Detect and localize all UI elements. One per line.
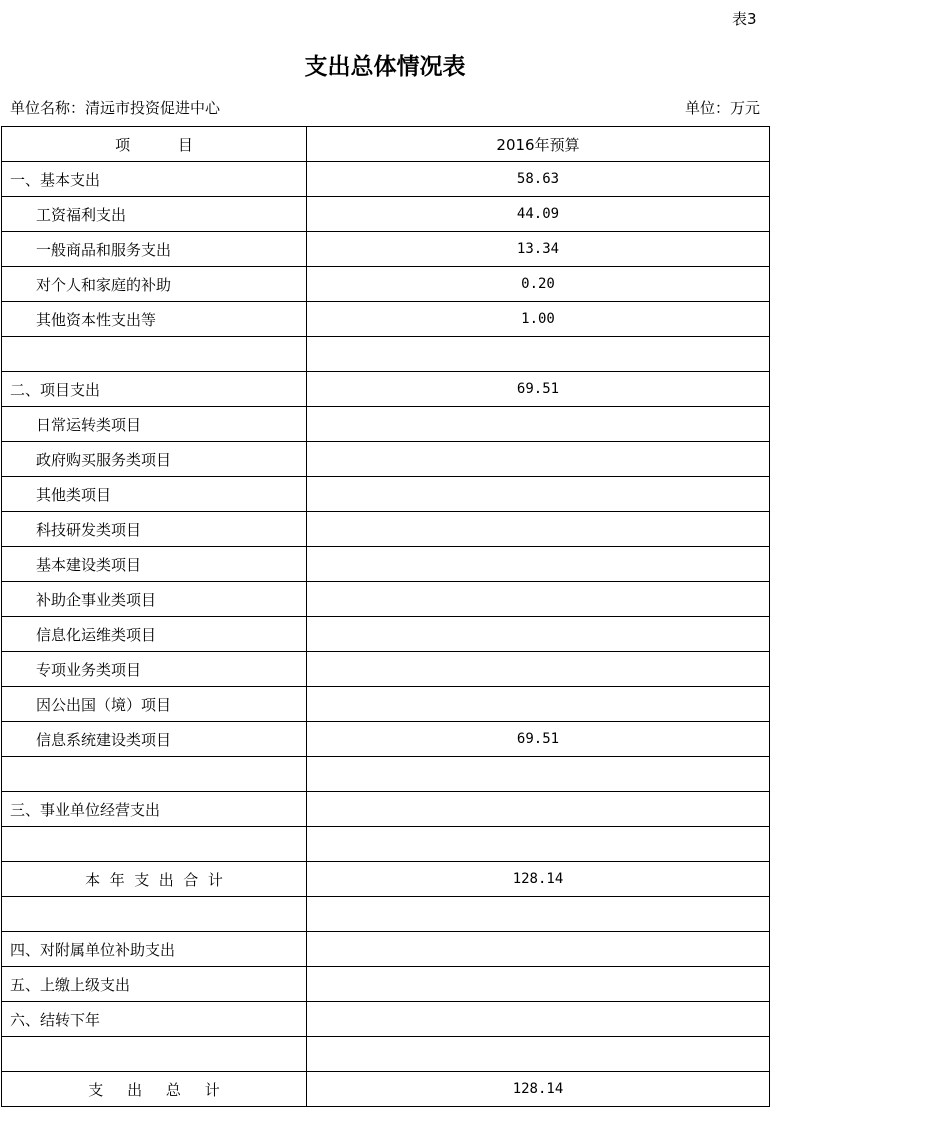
row-value: 128.14 [307,1072,770,1107]
table-row [2,197,770,232]
table-row [2,512,770,547]
row-value: 69.51 [307,722,770,757]
row-value [307,652,770,687]
table-row [2,897,770,932]
row-value [307,582,770,617]
row-value: 58.63 [307,162,770,197]
table-row [2,1072,770,1107]
table-row [2,792,770,827]
row-value [307,897,770,932]
row-value: 13.34 [307,232,770,267]
table-row [2,932,770,967]
table-row [2,162,770,197]
row-value [307,967,770,1002]
row-label: 一、基本支出 [2,162,307,197]
table-row [2,372,770,407]
table-row [2,862,770,897]
table-header-row [2,127,770,162]
expenditure-table [1,126,770,1107]
row-value [307,512,770,547]
row-value [307,442,770,477]
table-row [2,687,770,722]
table-row [2,302,770,337]
table-row [2,267,770,302]
row-value [307,827,770,862]
row-value [307,687,770,722]
row-label: 对个人和家庭的补助 [2,267,307,302]
row-label: 三、事业单位经营支出 [2,792,307,827]
row-label: 本 年 支 出 合 计 [2,862,307,897]
row-value [307,1002,770,1037]
row-value: 0.20 [307,267,770,302]
row-label: 二、项目支出 [2,372,307,407]
table-row [2,232,770,267]
table-row [2,442,770,477]
row-label: 专项业务类项目 [2,652,307,687]
row-value [307,757,770,792]
row-label: 其他类项目 [2,477,307,512]
row-label: 五、上缴上级支出 [2,967,307,1002]
row-label: 日常运转类项目 [2,407,307,442]
table-row [2,757,770,792]
row-label: 补助企事业类项目 [2,582,307,617]
row-label: 其他资本性支出等 [2,302,307,337]
row-value: 128.14 [307,862,770,897]
page-title: 支出总体情况表 [304,53,466,80]
row-label: 因公出国（境）项目 [2,687,307,722]
table-row [2,967,770,1002]
row-label: 支 出 总 计 [2,1072,307,1107]
table-row [2,407,770,442]
row-value [307,547,770,582]
row-label: 信息系统建设类项目 [2,722,307,757]
table-row [2,477,770,512]
row-label: 科技研发类项目 [2,512,307,547]
row-label: 六、结转下年 [2,1002,307,1037]
table-row [2,827,770,862]
unit-name: 单位名称：清远市投资促进中心 [10,99,221,117]
row-label [2,827,307,862]
table-row [2,337,770,372]
table-row [2,652,770,687]
row-label: 信息化运维类项目 [2,617,307,652]
row-label: 政府购买服务类项目 [2,442,307,477]
table-row [2,582,770,617]
table-row [2,1037,770,1072]
row-value [307,337,770,372]
header-budget: 2016年预算 [307,127,770,162]
row-value: 69.51 [307,372,770,407]
row-label: 一般商品和服务支出 [2,232,307,267]
table-row [2,617,770,652]
unit-info-row [10,97,760,118]
header-item: 项 目 [2,127,307,162]
row-label: 四、对附属单位补助支出 [2,932,307,967]
row-value: 1.00 [307,302,770,337]
table-row [2,722,770,757]
row-value [307,792,770,827]
row-label [2,757,307,792]
row-value [307,407,770,442]
table-row [2,547,770,582]
row-value [307,617,770,652]
row-value: 44.09 [307,197,770,232]
row-value [307,932,770,967]
row-label [2,337,307,372]
row-label [2,1037,307,1072]
table-number: 表3 [732,10,757,28]
row-value [307,1037,770,1072]
row-label [2,897,307,932]
row-label: 工资福利支出 [2,197,307,232]
table-row [2,1002,770,1037]
row-value [307,477,770,512]
currency-unit: 单位：万元 [684,99,760,117]
row-label: 基本建设类项目 [2,547,307,582]
